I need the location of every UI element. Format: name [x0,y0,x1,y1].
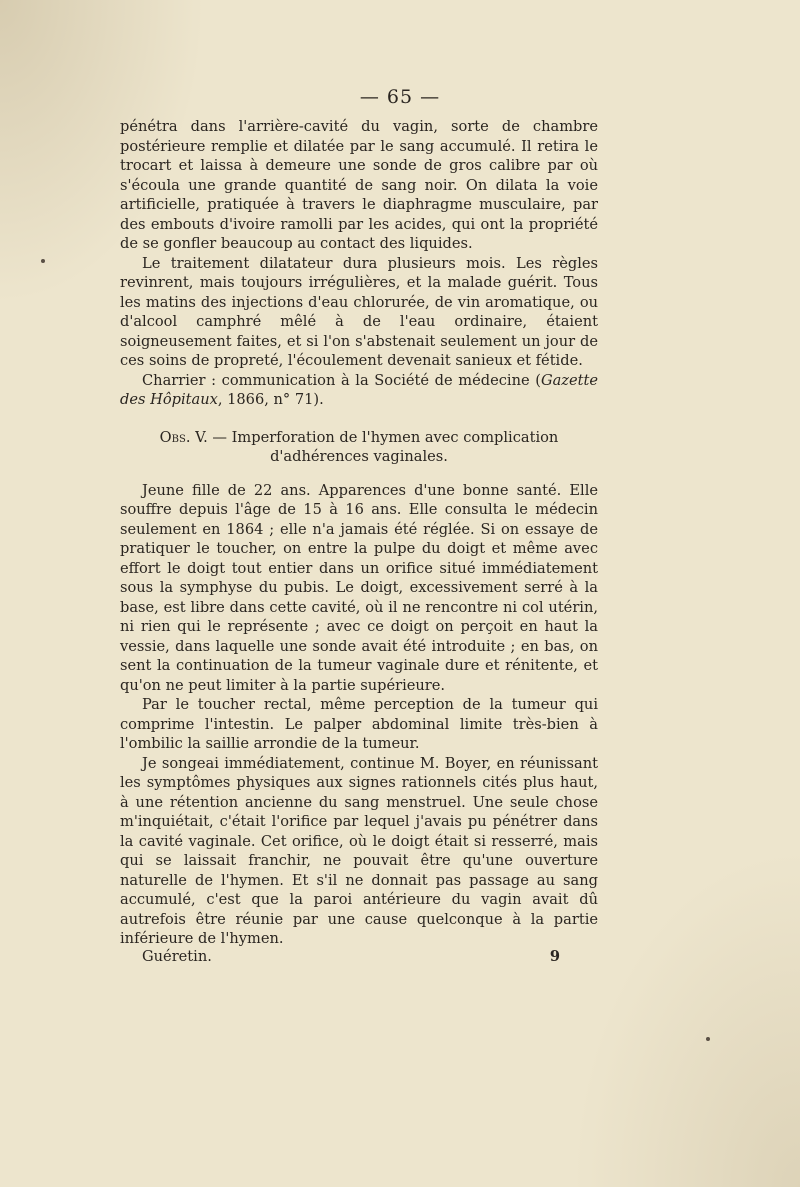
page-footer [142,948,560,965]
sheet-number: 9 [549,948,560,965]
page-number: — 65 — [359,86,441,108]
observation-title: — Imperforation de l'hymen avec complication d'adhérences vaginales. [207,428,559,465]
ink-speck [706,1037,710,1041]
citation-suffix: , 1866, n° 71). [217,391,324,408]
citation [120,371,598,410]
ink-speck [41,259,45,263]
body-text [120,117,598,949]
observation-label: Obs. V. [159,428,208,446]
printer-signature: Guéretin. [142,948,212,965]
citation-prefix: Charrier : communication à la Société de médecine ( [142,371,541,389]
paragraph: Par le toucher rectal, même perception de la tumeur qui comprime l'intestin. Le palper abdominal limite très-bien à l'ombilic la saillie arrondie de la tumeur. [120,696,598,752]
observation-heading [120,428,598,467]
paragraph: Jeune fille de 22 ans. Apparences d'une bonne santé. Elle souffre depuis l'âge de 15 à 16 ans. Elle consulta le médecin seulement en 1864 ; elle n'a jamais été réglée. Si on essaye de pratiquer le toucher, on entre la pulpe du doigt et même avec effort le doigt tout entier dans un orifice situé immédiatement sous la symphyse du pubis. Le doigt, excessivement serré à la base, est libre dans cette cavité, où il ne rencontre ni col utérin, ni rien qui le représente ; avec ce doigt on perçoit en haut la vessie, dans laquelle une sonde avait été introduite ; en bas, on sent la continuation de la tumeur vaginale dure et rénitente, et qu'on ne peut limiter à la partie supérieure. [120,481,598,694]
paragraph: pénétra dans l'arrière-cavité du vagin, sorte de chambre postérieure remplie et dilatée par le sang accumulé. Il retira le trocart et laissa à demeure une sonde de gros calibre par où s'écoula une grande quantité de sang noir. On dilata la voie artificielle, pratiquée à travers le diaphragme musculaire, par des embouts d'ivoire ramolli par les acides, qui ont la propriété de se gonfler beaucoup au contact des liquides. [120,118,598,252]
paragraph: Le traitement dilatateur dura plusieurs mois. Les règles revinrent, mais toujours irrégulières, et la malade guérit. Tous les matins des injections d'eau chlorurée, de vin aromatique, ou d'alcool camphré mêlé à de l'eau ordinaire, étaient soigneusement faites, et si l'on s'abstenait seulement un jour de ces soins de propreté, l'écoulement devenait sanieux et fétide. [120,254,598,369]
citation-journal: Gazette des Hôpitaux [120,371,598,408]
paragraph: Je songeai immédiatement, continue M. Boyer, en réunissant les symptômes physiques aux signes rationnels cités plus haut, à une rétention ancienne du sang menstruel. Une seule chose m'inquiétait, c'était l'orifice par lequel j'avais pu pénétrer dans la cavité vaginale. Cet orifice, où le doigt était si resserré, mais qui se laissait franchir, ne pouvait être qu'une ouverture naturelle de l'hymen. Et s'il ne donnait pas passage au sang accumulé, c'est que la paroi antérieure du vagin avait dû autrefois être réunie par une cause quelconque à la partie inférieure de l'hymen. [120,754,598,947]
